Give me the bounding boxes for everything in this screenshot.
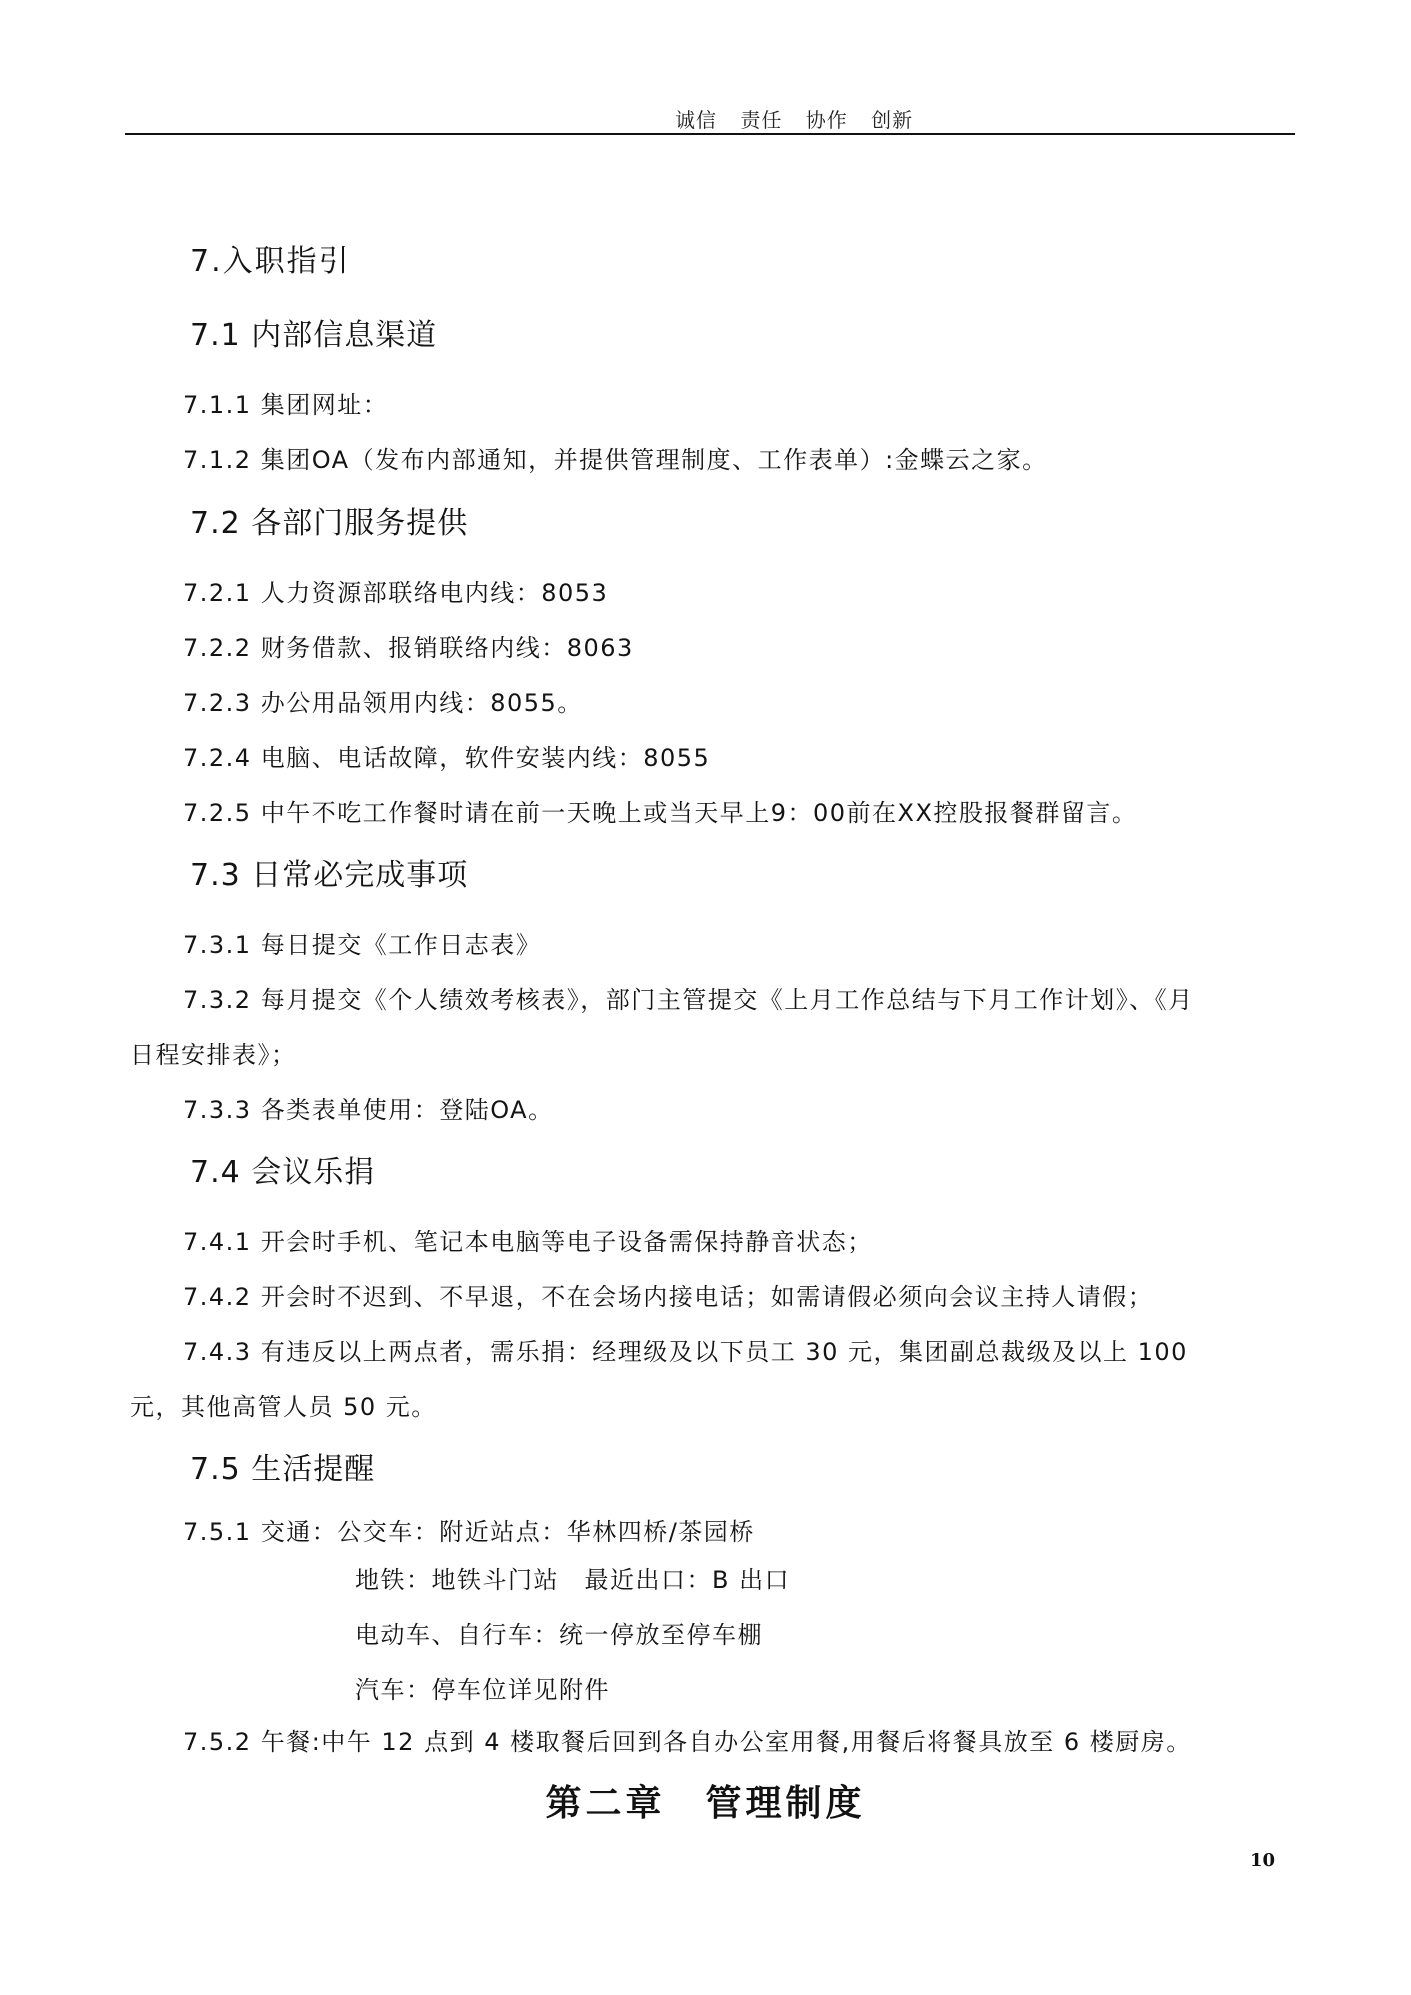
- page-number: 10: [1250, 1850, 1276, 1871]
- header-value-responsibility: 责任: [740, 108, 783, 132]
- header-divider: [125, 133, 1295, 135]
- item-7-1-1: 7.1.1 集团网址：: [183, 391, 389, 419]
- section-heading-7-3: 7.3 日常必完成事项: [190, 858, 469, 893]
- section-heading-7: 7.入职指引: [190, 244, 351, 279]
- item-7-5-1-metro: 地铁：地铁斗门站 最近出口：B 出口: [355, 1566, 791, 1594]
- item-7-5-1: 7.5.1 交通：公交车：附近站点：华林四桥/茶园桥: [183, 1518, 755, 1546]
- item-7-4-2: 7.4.2 开会时不迟到、不早退，不在会场内接电话；如需请假必须向会议主持人请假；: [183, 1283, 1154, 1311]
- chapter-title: 第二章 管理制度: [545, 1782, 866, 1824]
- section-heading-7-2: 7.2 各部门服务提供: [190, 506, 469, 541]
- section-heading-7-1: 7.1 内部信息渠道: [190, 318, 438, 353]
- item-7-2-4: 7.2.4 电脑、电话故障，软件安装内线：8055: [183, 744, 711, 772]
- item-7-3-1: 7.3.1 每日提交《工作日志表》: [183, 931, 542, 959]
- item-7-4-1: 7.4.1 开会时手机、笔记本电脑等电子设备需保持静音状态；: [183, 1228, 873, 1256]
- item-7-5-2: 7.5.2 午餐:中午 12 点到 4 楼取餐后回到各自办公室用餐,用餐后将餐具放至 6 楼厨房。: [183, 1728, 1192, 1756]
- header-value-collaboration: 协作: [805, 108, 848, 132]
- item-7-2-2: 7.2.2 财务借款、报销联络内线：8063: [183, 634, 634, 662]
- item-7-3-2-line2: 日程安排表》；: [130, 1041, 297, 1069]
- header-value-innovation: 创新: [871, 108, 914, 132]
- item-7-3-3: 7.3.3 各类表单使用：登陆OA。: [183, 1096, 554, 1124]
- item-7-2-5: 7.2.5 中午不吃工作餐时请在前一天晚上或当天早上9：00前在XX控股报餐群留言。: [183, 799, 1138, 827]
- item-7-2-1: 7.2.1 人力资源部联络电内线：8053: [183, 579, 609, 607]
- header-values: [675, 104, 929, 133]
- item-7-2-3: 7.2.3 办公用品领用内线：8055。: [183, 689, 583, 717]
- header-value-integrity: 诚信: [675, 108, 717, 132]
- item-7-4-3-line2: 元，其他高管人员 50 元。: [130, 1393, 437, 1421]
- item-7-1-2: 7.1.2 集团OA（发布内部通知，并提供管理制度、工作表单）:金蝶云之家。: [183, 446, 1048, 474]
- item-7-5-1-car: 汽车：停车位详见附件: [355, 1676, 610, 1704]
- item-7-4-3-line1: 7.4.3 有违反以上两点者，需乐捐：经理级及以下员工 30 元，集团副总裁级及以上 100: [183, 1338, 1188, 1366]
- item-7-5-1-ebike: 电动车、自行车：统一停放至停车棚: [355, 1621, 763, 1649]
- item-7-3-2-line1: 7.3.2 每月提交《个人绩效考核表》，部门主管提交《上月工作总结与下月工作计划》、《月: [183, 986, 1194, 1014]
- section-heading-7-4: 7.4 会议乐捐: [190, 1155, 376, 1190]
- section-heading-7-5: 7.5 生活提醒: [190, 1452, 376, 1487]
